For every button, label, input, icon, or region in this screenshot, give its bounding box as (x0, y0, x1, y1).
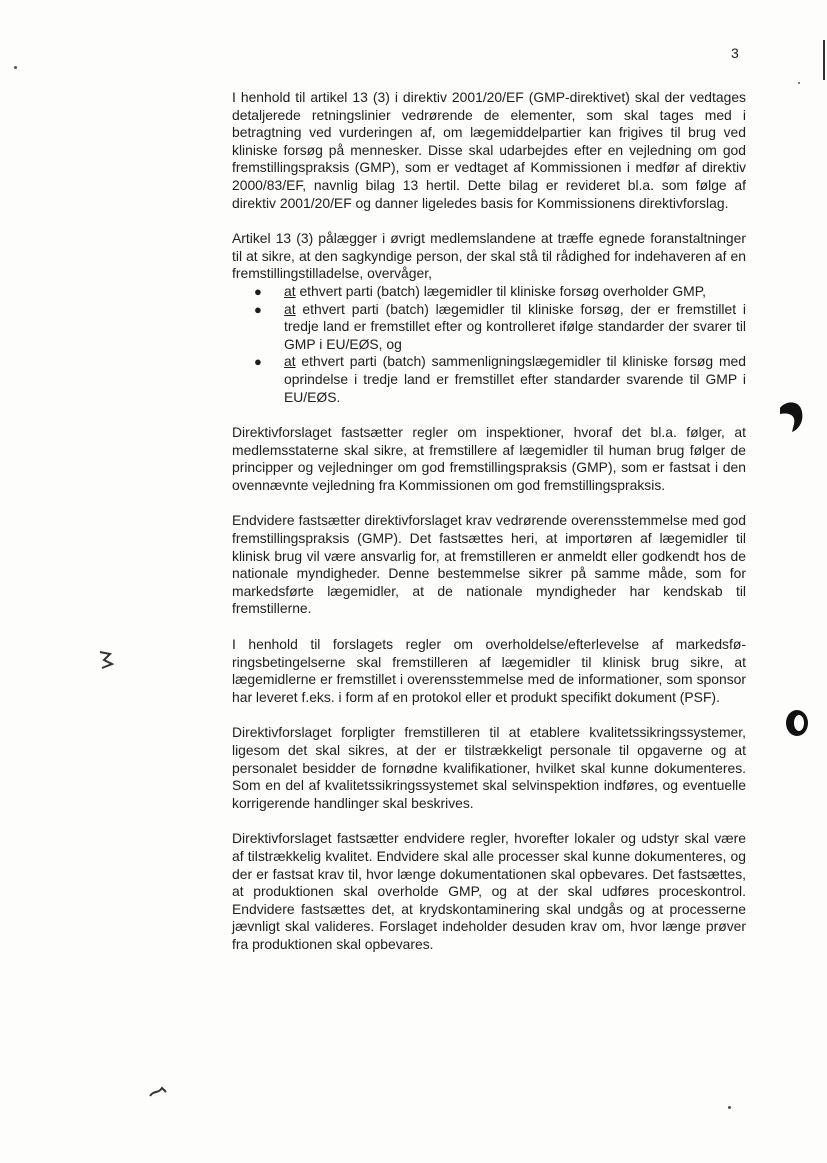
paragraph-6: Direktivforslaget forpligter fremstilleren til at etablere kvalitetssikringssystemer, ligesom det skal sikres, at der er tilstrækkeligt personale til opgaverne og at personalet besidder de fornødne kvalifikationer, hvilket skal kunne dokumenteres. Som en del af kvalitetssikringssystemet skal selvinspektion indføres, og eventuelle korrigerende handlinger skal beskrives. (232, 724, 746, 811)
bullet-text: ethvert parti (batch) sammenligningslægemidler til kliniske forsøg med oprindelse i tredje land er fremstillet efter standarder svarende til GMP i EU/EØS. (284, 353, 746, 405)
scan-speck (728, 1106, 731, 1109)
punch-hole-mark-icon (776, 398, 806, 434)
bullet-list (232, 283, 746, 406)
bullet-prefix: at (284, 353, 296, 370)
bullet-dot-icon: ● (254, 301, 262, 317)
bullet-dot-icon: ● (254, 354, 262, 370)
list-item (232, 283, 746, 301)
paragraph-5: I henhold til forslagets regler om overholdelse/efterlevelse af markedsføringsbetingelserne skal fremstilleren af lægemidler til klinisk brug sikre, at lægemidlerne er fremstillet i overensstemmelse med de informationer, som sponsor har leveret f.eks. i form af en protokol eller et produkt specifikt dokument (PSF). (232, 636, 746, 705)
bullet-prefix: at (284, 282, 296, 299)
paragraph-1: I henhold til artikel 13 (3) i direktiv 2001/20/EF (GMP-direktivet) skal der vedtages detaljerede retningslinier vedrørende de elementer, som skal tages med i betragtning ved vurderingen af, om lægemiddelpartier kan frigives til brug ved kliniske forsøg på mennesker. Disse skal udarbejdes efter en vejledning om god fremstillingspraksis (GMP), som er vedtaget af Kommissionen i medfør af direktiv 2000/83/EF, navnlig bilag 13 hertil. Dette bilag er revideret bl.a. som følge af direktiv 2001/20/EF og danner ligeledes basis for Kommissionens direktivforslag. (232, 89, 746, 211)
paragraph-2: Artikel 13 (3) pålægger i øvrigt medlemslandene at træffe egnede foranstaltninger til at sikre, at den sagkyndige person, der skal stå til rådighed for indehaveren af en fremstillingstilladelse, overvåger, (232, 230, 746, 282)
bullet-text: ethvert parti (batch) lægemidler til kliniske forsøg, der er fremstillet i tredje land er fremstillet efter og kontrolleret ifølge standarder der svarer til GMP i EU/EØS, og (284, 300, 746, 352)
paragraph-4: Endvidere fastsætter direktivforslaget krav vedrørende overensstemmelse med god fremstillingspraksis (GMP). Det fastsættes heri, at importøren af lægemidler til klinisk brug vil være ansvarlig for, at fremstilleren er anmeldt eller godkendt hos de nationale myndigheder. Denne bestemmelse sikrer på samme måde, som for markedsførte lægemidler, at de nationale myndigheder har kendskab til fremstillerne. (232, 512, 746, 617)
bullet-text: ethvert parti (batch) lægemidler til kliniske forsøg overholder GMP, (295, 282, 707, 299)
scan-speck (14, 66, 17, 69)
paragraph-3: Direktivforslaget fastsætter regler om inspektioner, hvoraf det bl.a. følger, at medlemsstaterne skal sikre, at fremstillere af lægemidler til human brug følger de principper og vejledninger om god fremstillingspraksis (GMP), som er fastsat i den ovennævnte vejledning fra Kommissionen om god fremstillingspraksis. (232, 424, 746, 493)
page-number: 3 (731, 45, 739, 61)
paragraph-7: Direktivforslaget fastsætter endvidere regler, hvorefter lokaler og udstyr skal være af tilstrækkelig kvalitet. Endvidere skal alle processer skal kunne dokumenteres, og der er fastsat krav til, hvor længe dokumentationen skal opbevares. Det fastsættes, at produktionen skal overholde GMP, og at der skal udføres proceskontrol. Endvidere fastsættes det, at krydskontaminering skal undgås og at processerne jævnligt skal valideres. Forslaget indeholder desuden krav om, hvor længe prøver fra produktionen skal opbevares. (232, 830, 746, 952)
list-item (232, 353, 746, 406)
punch-hole-mark-icon (782, 705, 812, 741)
scan-edge-mark (823, 40, 825, 80)
scan-speck (798, 82, 800, 84)
list-item (232, 301, 746, 354)
bullet-prefix: at (284, 300, 296, 317)
scan-speck-icon (148, 1086, 168, 1098)
document-body (232, 89, 746, 972)
scan-speck-icon (98, 648, 116, 670)
bullet-dot-icon: ● (254, 283, 262, 299)
